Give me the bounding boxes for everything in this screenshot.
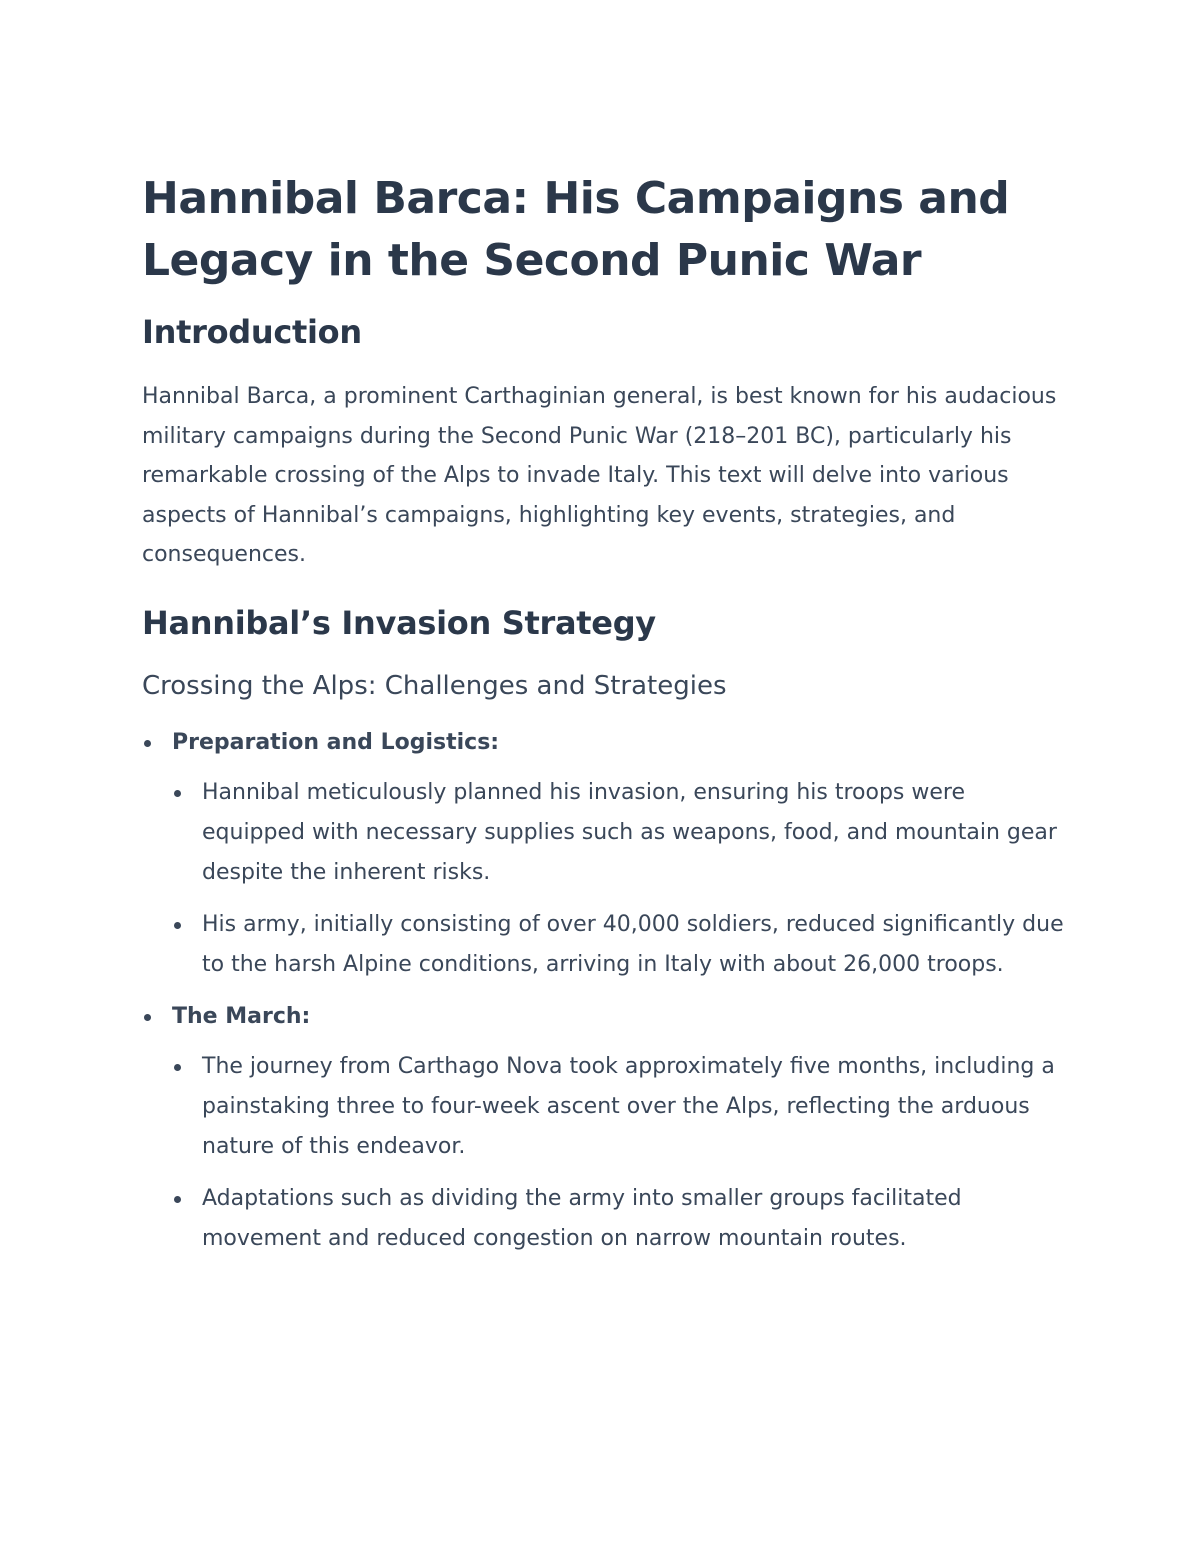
list-item-label: Preparation and Logistics:: [172, 729, 500, 755]
sub-list-item-text: Hannibal meticulously planned his invasion, ensuring his troops were equipped with necessary supplies such as weapons, food, and mountain gear despite the inherent risks.: [202, 779, 1057, 885]
section-heading-invasion-strategy: Hannibal’s Invasion Strategy: [142, 603, 656, 642]
introduction-paragraph: Hannibal Barca, a prominent Carthaginian general, is best known for his audacious military campaigns during the Second Punic War (218–201 BC), particularly his remarkable crossing of the Alps to invade Italy. This text will delve into various aspects of Hannibal’s campaigns, highlighting key events, strategies, and consequences.: [142, 384, 1057, 567]
sub-list-item: [172, 905, 1072, 985]
list-item-label: The March:: [172, 1003, 311, 1029]
list-item-preparation: [142, 723, 1072, 985]
subsection-heading-crossing-alps: Crossing the Alps: Challenges and Strategies: [142, 670, 727, 701]
sub-list-item: [172, 773, 1072, 893]
document-page: [142, 168, 1072, 1271]
sub-list-item: [172, 1047, 1072, 1167]
bullet-icon: [174, 922, 181, 929]
bullet-icon: [144, 1014, 151, 1021]
list-item-march: [142, 997, 1072, 1259]
bullet-icon: [174, 790, 181, 797]
sub-list-item-text: His army, initially consisting of over 40,000 soldiers, reduced significantly due to the harsh Alpine conditions, arriving in Italy with about 26,000 troops.: [202, 911, 1064, 977]
bullet-icon: [174, 1196, 181, 1203]
sub-list-item-text: Adaptations such as dividing the army into smaller groups facilitated movement and reduced congestion on narrow mountain routes.: [202, 1185, 962, 1251]
document-title: Hannibal Barca: His Campaigns and Legacy in the Second Punic War: [142, 173, 1010, 286]
section-heading-introduction: Introduction: [142, 313, 362, 351]
sub-list-item: [172, 1179, 1072, 1259]
strategy-list: [142, 723, 1072, 1259]
bullet-icon: [174, 1064, 181, 1071]
sub-list: [172, 773, 1072, 985]
sub-list-item-text: The journey from Carthago Nova took approximately five months, including a painstaking three to four-week ascent over the Alps, reflecting the arduous nature of this endeavor.: [202, 1053, 1055, 1159]
bullet-icon: [144, 740, 151, 747]
sub-list: [172, 1047, 1072, 1259]
